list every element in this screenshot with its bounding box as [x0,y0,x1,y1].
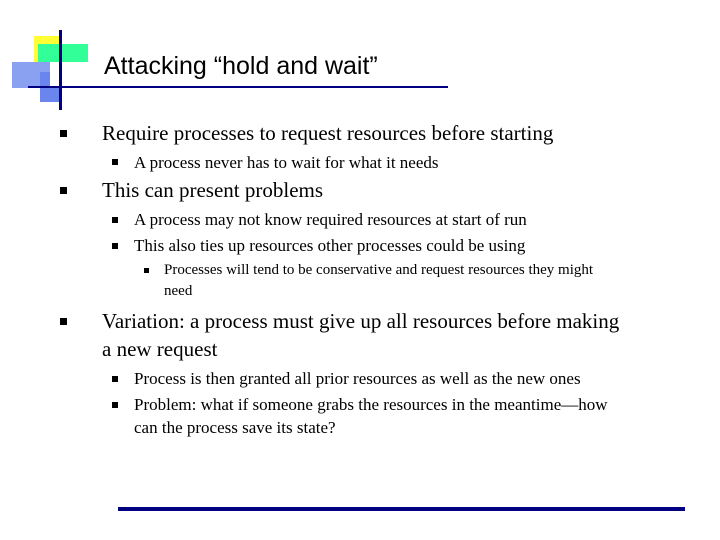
bullet-level3-text: Processes will tend to be conservative and request resources they might [164,262,594,278]
bullet-square-icon [112,159,118,165]
bullet-square-icon [60,130,67,137]
bullet-level2-text: Problem: what if someone grabs the resources in the meantime—how [134,395,608,414]
bullet-square-icon [144,268,149,273]
bullet-level2-text: Process is then granted all prior resources as well as the new ones [134,369,581,388]
bullet-level1-text: Require processes to request resources before starting [102,121,554,145]
bullet-level2-text-cont: can the process save its state? [134,418,336,437]
bullet-square-icon [112,376,118,382]
bullet-level2-text: This also ties up resources other processes could be using [134,236,526,255]
bullet-square-icon [60,187,67,194]
footer-line [118,507,685,511]
bullet-level1-text-cont: a new request [102,337,218,361]
bullet-square-icon [112,217,118,223]
bullet-level2-text: A process never has to wait for what it needs [134,153,439,172]
title-underline [28,86,448,88]
bullet-level1-text: Variation: a process must give up all resources before making [102,309,620,333]
bullet-level1-text: This can present problems [102,178,324,202]
slide-title: Attacking “hold and wait” [104,52,378,80]
bullet-level3-text-cont: need [164,283,193,299]
bullet-level2-text: A process may not know required resources at start of run [134,210,527,229]
bullet-square-icon [112,243,118,249]
bullet-square-icon [60,318,67,325]
decor-vertical-line [59,30,62,110]
bullet-square-icon [112,402,118,408]
decor-white-square [50,62,90,88]
